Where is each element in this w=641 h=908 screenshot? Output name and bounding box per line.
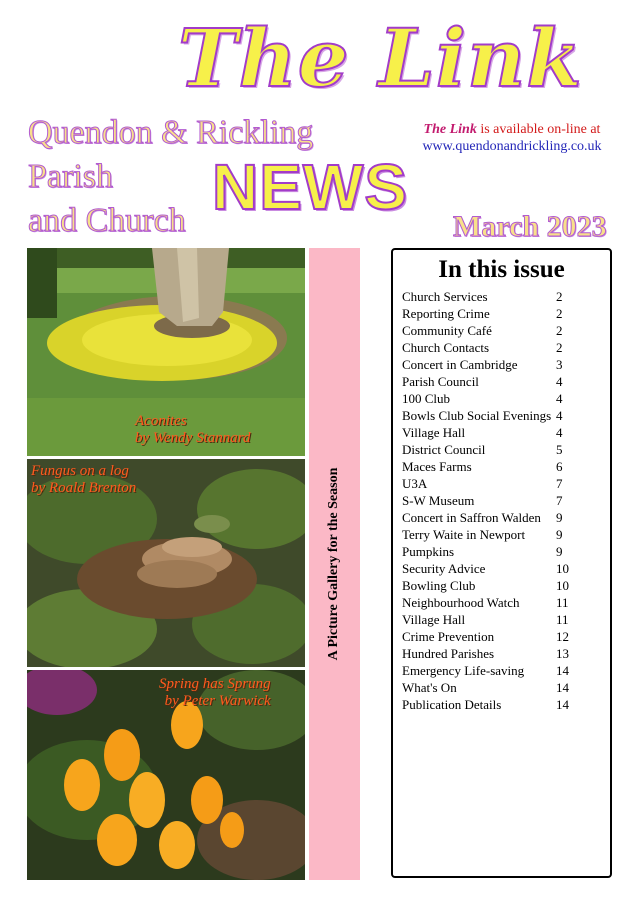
contents-item-page: 9 — [556, 527, 563, 542]
contents-item-page: 3 — [556, 357, 563, 372]
contents-item[interactable] — [402, 475, 610, 492]
contents-item-title: Bowling Club — [402, 578, 476, 593]
contents-item-page: 10 — [556, 578, 569, 593]
contents-item[interactable] — [402, 288, 610, 305]
contents-item[interactable] — [402, 424, 610, 441]
contents-item-title: Security Advice — [402, 561, 486, 576]
contents-item-page: 11 — [556, 612, 569, 627]
contents-item-page: 7 — [556, 476, 563, 491]
contents-item-title: Terry Waite in Newport — [402, 527, 526, 542]
contents-item[interactable] — [402, 492, 610, 509]
contents-item[interactable] — [402, 560, 610, 577]
masthead-title: The Link — [178, 11, 583, 105]
contents-item[interactable] — [402, 594, 610, 611]
contents-item-page: 2 — [556, 340, 563, 355]
caption-aconites-title: Aconites — [135, 413, 187, 429]
contents-item[interactable] — [402, 390, 610, 407]
contents-item-title: Bowls Club Social Evenings — [402, 408, 552, 423]
contents-item-title: What's On — [402, 680, 457, 695]
caption-crocuses-title: Spring has Sprung — [159, 676, 271, 692]
contents-item[interactable] — [402, 305, 610, 322]
contents-item-page: 9 — [556, 544, 563, 559]
contents-item[interactable] — [402, 526, 610, 543]
contents-item-title: Publication Details — [402, 697, 502, 712]
online-text: is available on-line at — [476, 122, 601, 137]
photo-fungus — [27, 459, 305, 667]
contents-item-page: 11 — [556, 595, 569, 610]
contents-item[interactable] — [402, 458, 610, 475]
contents-item-page: 14 — [556, 697, 569, 712]
contents-item[interactable] — [402, 628, 610, 645]
contents-item[interactable] — [402, 679, 610, 696]
gallery-strip-label: A Picture Gallery for the Season — [326, 467, 341, 661]
contents-item-page: 9 — [556, 510, 563, 525]
contents-item-title: Crime Prevention — [402, 629, 495, 644]
contents-item-title: Neighbourhood Watch — [402, 595, 520, 610]
contents-item-title: Pumpkins — [402, 544, 455, 559]
contents-item-page: 2 — [556, 289, 563, 304]
contents-item-page: 14 — [556, 680, 569, 695]
online-brand: The Link — [423, 122, 477, 137]
contents-item-title: Village Hall — [402, 425, 466, 440]
contents-item[interactable] — [402, 509, 610, 526]
contents-item[interactable] — [402, 577, 610, 594]
contents-box — [391, 248, 612, 878]
contents-item-title: Village Hall — [402, 612, 466, 627]
contents-item-page: 2 — [556, 306, 563, 321]
caption-crocuses-credit: by Peter Warwick — [164, 693, 271, 709]
contents-item[interactable] — [402, 407, 610, 424]
contents-item-page: 2 — [556, 323, 563, 338]
contents-item-page: 12 — [556, 629, 569, 644]
contents-item-title: Church Services — [402, 289, 488, 304]
contents-list — [402, 288, 610, 713]
contents-item-title: Parish Council — [402, 374, 479, 389]
contents-item-title: Church Contacts — [402, 340, 490, 355]
contents-item-page: 7 — [556, 493, 563, 508]
contents-item[interactable] — [402, 662, 610, 679]
contents-item-title: U3A — [402, 476, 428, 491]
contents-item-title: Community Café — [402, 323, 492, 338]
caption-aconites — [135, 413, 251, 447]
contents-item-page: 10 — [556, 561, 569, 576]
contents-item-page: 14 — [556, 663, 569, 678]
contents-item[interactable] — [402, 373, 610, 390]
online-notice — [412, 121, 612, 155]
contents-item-page: 6 — [556, 459, 563, 474]
contents-item[interactable] — [402, 339, 610, 356]
news-heading: NEWS — [212, 151, 408, 223]
caption-crocuses — [159, 676, 271, 710]
contents-item[interactable] — [402, 356, 610, 373]
caption-fungus — [31, 463, 136, 497]
contents-item-title: District Council — [402, 442, 486, 457]
caption-fungus-title: Fungus on a log — [31, 463, 129, 479]
gallery-strip — [309, 248, 360, 880]
contents-title: In this issue — [438, 256, 565, 283]
contents-item-page: 5 — [556, 442, 563, 457]
caption-fungus-credit: by Roald Brenton — [31, 480, 137, 496]
contents-item-page: 4 — [556, 391, 563, 406]
contents-item-page: 4 — [556, 425, 563, 440]
contents-item[interactable] — [402, 543, 610, 560]
contents-item[interactable] — [402, 322, 610, 339]
contents-item-title: Reporting Crime — [402, 306, 490, 321]
contents-item-page: 13 — [556, 646, 569, 661]
contents-item-title: Concert in Saffron Walden — [402, 510, 541, 525]
contents-item-title: Hundred Parishes — [402, 646, 495, 661]
contents-item-page: 4 — [556, 408, 563, 423]
parish-line-1: Quendon & Rickling — [28, 114, 314, 151]
parish-line-3: and Church — [28, 202, 186, 239]
contents-item-title: 100 Club — [402, 391, 451, 406]
picture-gallery — [27, 248, 305, 880]
contents-item-title: S-W Museum — [402, 493, 475, 508]
contents-item[interactable] — [402, 441, 610, 458]
contents-item[interactable] — [402, 611, 610, 628]
contents-item[interactable] — [402, 645, 610, 662]
caption-aconites-credit: by Wendy Stannard — [135, 430, 251, 446]
contents-item-title: Concert in Cambridge — [402, 357, 518, 372]
contents-item-title: Maces Farms — [402, 459, 472, 474]
contents-item-title: Emergency Life-saving — [402, 663, 525, 678]
website-link[interactable]: www.quendonandrickling.co.uk — [422, 139, 602, 154]
issue-date: March 2023 — [453, 210, 607, 243]
photo-crocuses — [27, 670, 305, 880]
photo-aconites — [27, 248, 305, 456]
contents-item-page: 4 — [556, 374, 563, 389]
parish-line-2: Parish — [28, 158, 113, 195]
contents-item[interactable] — [402, 696, 610, 713]
